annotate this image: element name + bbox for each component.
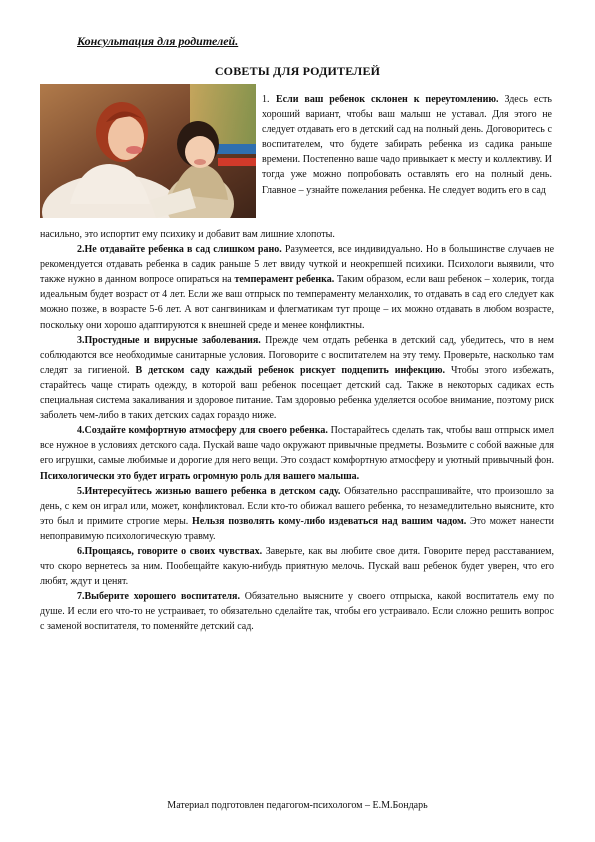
tip-5-text: Обязательно расспрашивайте, что произошло за день, с кем он играл или, может, конфликтовал. Если кто-то обижал вашего ребенка, то незамедлительно выясните, кто это был и примите строгие меры. [40,485,554,527]
tip-5-heading: Интересуйтесь жизнью вашего ребенка в детском саду. [84,485,341,497]
tip-1-number: 1. [262,94,270,105]
tip-1-heading: Если ваш ребенок склонен к переутомлению. [276,94,499,105]
document-body [40,227,554,635]
tip-2-paragraph [40,242,554,333]
tip-6-heading: Прощаясь, говорите о своих чувствах. [84,545,263,557]
tip-5-text-end: Это может нанести непоправимую психологическую травму. [40,515,554,542]
tip-1-paragraph [262,92,552,198]
tip-6-paragraph [40,544,554,589]
tip-3-number: 3. [77,334,85,346]
tip-3-paragraph [40,333,554,424]
tip-7-paragraph [40,589,554,634]
tip-1-text: Здесь есть хороший вариант, чтобы ваш малыш не уставал. Для этого не следует отдавать его в детский сад на полный день. Договоритесь с воспитателем, что будете забирать ребенка из садика раньше времени. Постепенно ваше чадо привыкает к месту и коллективу. И тогда уже можно попробовать оставлять его на полный день. Главное – узнайте пожелания ребенка. Не следует водить его в сад [262,94,552,196]
page-title: СОВЕТЫ ДЛЯ РОДИТЕЛЕЙ [214,64,381,78]
tip-4-paragraph [40,423,554,483]
tip-4-emphasis: Психологически это будет играть огромную роль для вашего малыша. [40,470,360,482]
tip-3-heading: Простудные и вирусные заболевания. [84,334,261,346]
tip-2-emphasis: темперамент ребенка. [234,274,335,286]
tip-5-number: 5. [77,485,85,497]
tip-4-text: Постарайтесь сделать так, чтобы ваш отпрыск имел все нужное в условиях детского сада. Пускай ваше чадо окружают привычные предметы. Возьмите с собой важные для его игрушки, самые любимые и дорогие для него вещи. Это создаст комфортную атмосферу и уютный привычный фон. [40,425,554,467]
mother-and-child-photo [40,84,256,218]
tip-7-number: 7. [77,591,85,603]
tip-4-heading: Создайте комфортную атмосферу для своего ребенка. [84,425,328,437]
tip-6-number: 6. [77,545,85,557]
tip-2-text: Разумеется, все индивидуально. Но в большинстве случаев не рекомендуется отдавать ребенка в садик раньше 5 лет ввиду чуткой и неокрепшей психики. Психологи выявили, что также нужно в данном вопросе опираться на [40,244,555,286]
tip-6-text: Заверьте, как вы любите свое дитя. Говорите перед расставанием, что скоро вернетесь за ним. Пообещайте какую-нибудь приятную мелочь. Пускай ваш ребенок будет уверен, что его любят, ждут и ценят. [40,545,554,588]
tip-7-heading: Выберите хорошего воспитателя. [84,591,240,603]
tip-5-emphasis: Нельзя позволять кому-либо издеваться над вашим чадом. [192,515,467,527]
tip-2-text-end: Таким образом, если ваш ребенок – холерик, тогда идеальным будет возраст от 4 лет. Если же ваш отпрыск по темпераменту меланхолик, то отдавать в сад его следует как можно позже, в возрасте 5-6 лет. А вот сангвиникам и флегматикам тут проще – их можно отдавать в любом возрасте, поскольку они хорошо адаптируются к внешней среде и менее конфликтны. [40,274,555,331]
tip-7-text: Обязательно выясните у своего отпрыска, какой воспитатель ему по душе. И если его что-то не устраивает, то обязательно сделайте так, чтобы его устраивало. Если сложно решить вопрос с заменой воспитателя, то поменяйте детский сад. [40,591,554,633]
tip-3-text: Прежде чем отдать ребенка в детский сад, убедитесь, что в нем соблюдаются все необходимые санитарные условия. Поговорите с воспитателем на эту тему. Проверьте, насколько там следят за гигиеной. [40,334,555,376]
tip-4-number: 4. [77,425,85,437]
tip-5-paragraph [40,484,554,544]
tip-2-heading: Не отдавайте ребенка в сад слишком рано. [84,244,282,256]
photo-illustration [40,84,256,218]
author-footer: Материал подготовлен педагогом-психологом – Е.М.Бондарь [167,800,428,811]
tip-2-number: 2. [77,244,85,256]
tip-3-emphasis: В детском саду каждый ребенок рискует подцепить инфекцию. [135,364,446,376]
tip-3-text-end: Чтобы этого избежать, старайтесь чаще стирать одежду, в которой ваш ребенок посещает детский сад. Также в некоторых садиках есть специальная система закаливания и здоровое питание. Там здоровью ребенка уделяется особое внимание, поэтому риск заболеть чем-либо в таких детских садах гораздо ниже. [40,364,554,422]
tip-1-continuation: насильно, это испортит ему психику и добавит вам лишние хлопоты. [40,229,335,240]
consultation-header: Консультация для родителей. [77,34,239,48]
